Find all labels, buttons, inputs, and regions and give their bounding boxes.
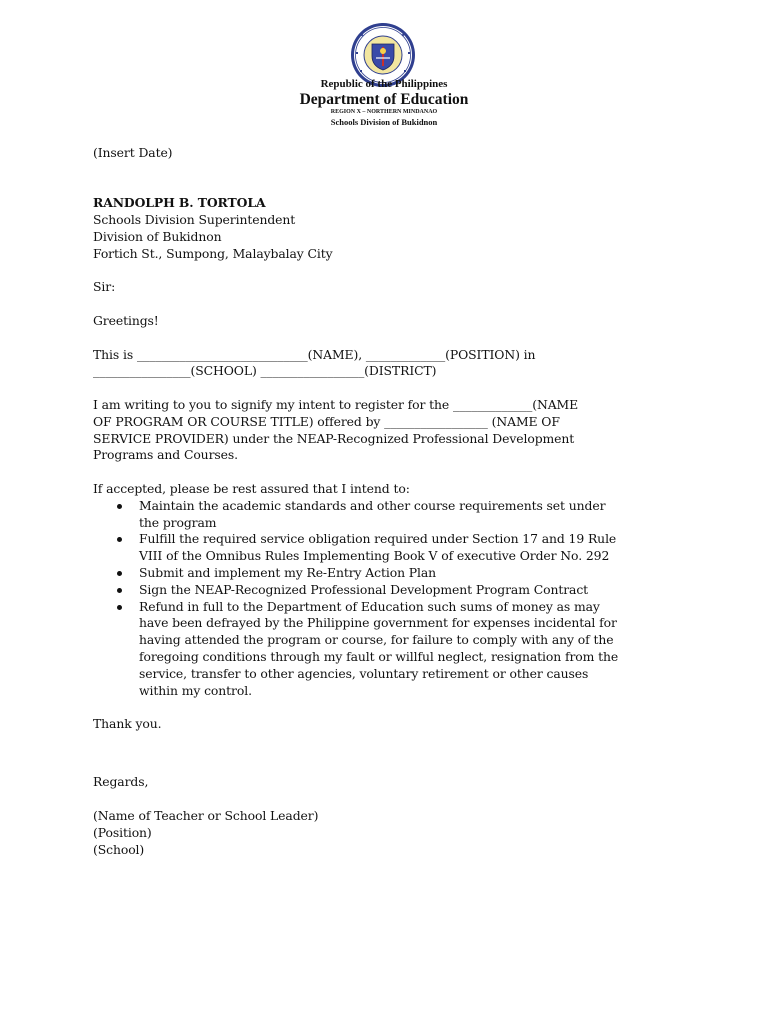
bullet-icon [117,504,122,509]
assurance-intro: If accepted, please be rest assured that I intend to: [93,480,410,496]
bullet-icon [117,605,122,610]
bullet-icon [117,537,122,542]
addressee-division: Division of Bukidnon [93,228,222,244]
intent-line: I am writing to you to signify my intent to register for the _____________(NAME [93,396,579,412]
letter-date: (Insert Date) [93,145,173,160]
addressee-address: Fortich St., Sumpong, Malaybalay City [93,245,333,261]
intro-line: This is ____________________________(NAME), _____________(POSITION) in [93,346,536,362]
bullet-icon [117,571,122,576]
intent-line: Programs and Courses. [93,447,238,463]
list-item: Submit and implement my Re-Entry Action Plan [93,565,693,582]
addressee-name: RANDOLPH B. TORTOLA [93,195,266,211]
signature-school: (School) [93,841,145,857]
header-department: Department of Education [299,91,469,108]
list-item: Sign the NEAP-Recognized Professional Development Program Contract [93,582,693,599]
intro-line: ________________(SCHOOL) _________________(DISTRICT) [93,363,437,379]
salutation: Sir: [93,279,116,295]
signature-name: (Name of Teacher or School Leader) [93,808,319,824]
intent-line: SERVICE PROVIDER) under the NEAP-Recognized Professional Development [93,430,575,446]
bullet-icon [117,588,122,593]
closing: Regards, [93,774,149,790]
header-region: REGION X – NORTHERN MINDANAO [330,109,438,115]
addressee-title: Schools Division Superintendent [93,212,296,228]
letter-body [93,145,693,858]
thank-you: Thank you. [93,716,162,732]
list-item: Maintain the academic standards and other course requirements set under the program [93,498,693,532]
list-item: Refund in full to the Department of Education such sums of money as may have been defrayed by the Philippine government for expenses incidental for having attended the program or course, for failure to comply with any of the foregoing conditions through my fault or willful neglect, resignation from the service, transfer to other agencies, voluntary retirement or other causes within my control. [93,599,693,700]
assurance-list [93,498,693,700]
header-division: Schools Division of Bukidnon [330,117,438,127]
list-item: Fulfill the required service obligation required under Section 17 and 19 Rule VIII of the Omnibus Rules Implementing Book V of executive Order No. 292 [93,531,693,565]
signature-position: (Position) [93,824,152,840]
header-republic: Republic of the Philippines [320,78,448,90]
greeting: Greetings! [93,312,159,328]
intent-line: OF PROGRAM OR COURSE TITLE) offered by _________________ (NAME OF [93,413,560,429]
